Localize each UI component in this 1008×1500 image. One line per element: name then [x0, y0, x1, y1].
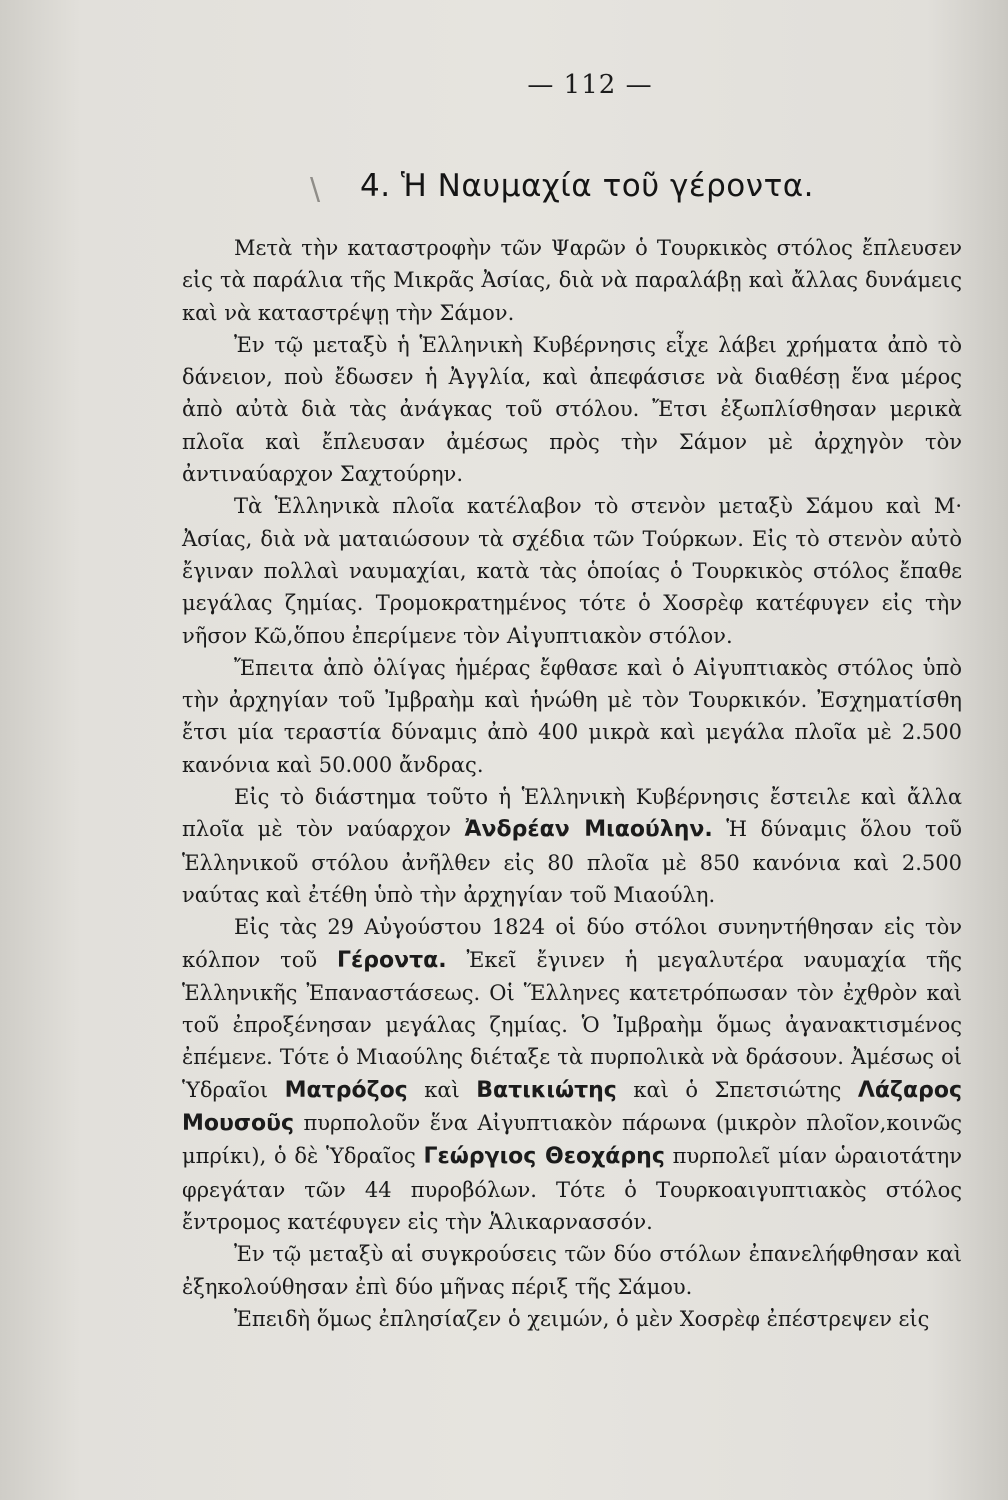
text-run: πυρπολοῦν ἕνα Αἰγυπτιακὸν πάρωνα (μικρὸν πλοῖον,κοινῶς μπρίκι), ὁ δὲ Ὑδραῖος [182, 1111, 962, 1169]
paragraph [182, 781, 962, 911]
bold-name: Γεώργιος Θεοχάρης [423, 1144, 665, 1170]
bold-name: Ματρόζος [284, 1077, 408, 1103]
margin-pencil-mark: \ [310, 172, 321, 207]
paragraph [182, 232, 962, 329]
page-number: — 112 — [527, 70, 653, 100]
bold-name: Λάζαρος Μουσοῦς [182, 1077, 963, 1137]
text-run: Ἡ δύναμις ὅλου τοῦ Ἑλληνικοῦ στόλου ἀνῆλθεν εἰς 80 πλοῖα μὲ 850 κανόνια καὶ 2.500 ναύτας καὶ ἐτέθη ὑπὸ τὴν ἀρχηγίαν τοῦ Μιαούλη. [182, 817, 962, 907]
text-run: Εἰς τὰς 29 Αὐγούστου 1824 οἱ δύο στόλοι συνηντήθησαν εἰς τὸν κόλπον τοῦ [182, 915, 962, 972]
text-run: Ἐν τῷ μεταξὺ αἱ συγκρούσεις τῶν δύο στόλων ἐπανελήφθησαν καὶ ἐξηκολούθησαν ἐπὶ δύο μῆνας πέριξ τῆς Σάμου. [182, 1242, 962, 1299]
text-run: Ἐπειδὴ ὅμως ἐπλησίαζεν ὁ χειμών, ὁ μὲν Χοσρὲφ ἐπέστρεψεν εἰς [234, 1306, 930, 1331]
bold-name: Γέροντα. [337, 947, 447, 973]
chapter-title: 4. Ἡ Ναυμαχία τοῦ γέροντα. [360, 168, 815, 204]
paragraph [182, 1303, 962, 1335]
text-run: καὶ [407, 1077, 477, 1102]
text-run: πυρπολεῖ μίαν ὡραιοτάτην φρεγάταν τῶν 44 πυροβόλων. Τότε ὁ Τουρκοαιγυπτιακὸς στόλος ἔντρομος κατέφυγεν εἰς τὴν Ἁλικαρνασσόν. [182, 1144, 963, 1234]
text-run: Τὰ Ἑλληνικὰ πλοῖα κατέλαβον τὸ στενὸν μεταξὺ Σάμου καὶ Μ· Ἀσίας, διὰ νὰ ματαιώσουν τὰ σχέδια τῶν Τούρκων. Εἰς τὸ στενὸν αὐτὸ ἔγιναν πολλαὶ ναυμαχίαι, κατὰ τὰς ὁποίας ὁ Τουρκικὸς στόλος ἔπαθε μεγάλας ζημίας. Τρομοκρατημένος τότε ὁ Χοσρὲφ κατέφυγεν εἰς τὴν νῆσον Κῶ,ὅπου ἐπερίμενε τὸν Αἰγυπτιακὸν στόλον. [182, 494, 962, 648]
paragraph [182, 490, 962, 651]
text-run: Εἰς τὸ διάστημα τοῦτο ἡ Ἑλληνικὴ Κυβέρνησις ἔστειλε καὶ ἄλλα πλοῖα μὲ τὸν ναύαρχον [182, 785, 962, 842]
paragraph [182, 911, 962, 1238]
text-run: Ἔπειτα ἀπὸ ὀλίγας ἡμέρας ἔφθασε καὶ ὁ Αἰγυπτιακὸς στόλος ὑπὸ τὴν ἀρχηγίαν τοῦ Ἰμβραὴμ καὶ ἡνώθη μὲ τὸν Τουρκικόν. Ἐσχηματίσθη ἔτσι μία τεραστία δύναμις ἀπὸ 400 μικρὰ καὶ μεγάλα πλοῖα μὲ 2.500 κανόνια καὶ 50.000 ἄνδρας. [182, 655, 962, 777]
bold-name: Βατικιώτης [476, 1077, 617, 1103]
bold-name: Ἀνδρέαν Μιαούλην. [464, 817, 713, 843]
body-text [182, 232, 962, 1335]
paragraph [182, 1238, 962, 1303]
text-run: καὶ ὁ Σπετσιώτης [616, 1077, 858, 1102]
text-run: Μετὰ τὴν καταστροφὴν τῶν Ψαρῶν ὁ Τουρκικὸς στόλος ἔπλευσεν εἰς τὰ παράλια τῆς Μικρᾶς Ἀσίας, διὰ νὰ παραλάβῃ καὶ ἄλλας δυνάμεις καὶ νὰ καταστρέψῃ τὴν Σάμον. [182, 236, 962, 325]
paragraph [182, 329, 962, 490]
paragraph [182, 652, 962, 781]
text-run: Ἐν τῷ μεταξὺ ἡ Ἑλληνικὴ Κυβέρνησις εἶχε λάβει χρήματα ἀπὸ τὸ δάνειον, ποὺ ἔδωσεν ἡ Ἀγγλία, καὶ ἀπεφάσισε νὰ διαθέσῃ ἕνα μέρος ἀπὸ αὐτὰ διὰ τὰς ἀνάγκας τοῦ στόλου. Ἔτσι ἐξωπλίσθησαν μερικὰ πλοῖα καὶ ἔπλευσαν ἀμέσως πρὸς τὴν Σάμον μὲ ἀρχηγὸν τὸν ἀντιναύαρχον Σαχτούρην. [182, 332, 962, 487]
text-run: Ἐκεῖ ἔγινεν ἡ μεγαλυτέρα ναυμαχία τῆς Ἑλληνικῆς Ἐπαναστάσεως. Οἱ Ἕλληνες κατετρόπωσαν τὸν ἐχθρὸν καὶ τοῦ ἐπροξένησαν μεγάλας ζημίας. Ὁ Ἰμβραὴμ ὅμως ἀγανακτισμένος ἐπέμενε. Τότε ὁ Μιαούλης διέταξε τὰ πυρπολικὰ νὰ δράσουν. Ἀμέσως οἱ Ὑδραῖοι [182, 947, 962, 1102]
